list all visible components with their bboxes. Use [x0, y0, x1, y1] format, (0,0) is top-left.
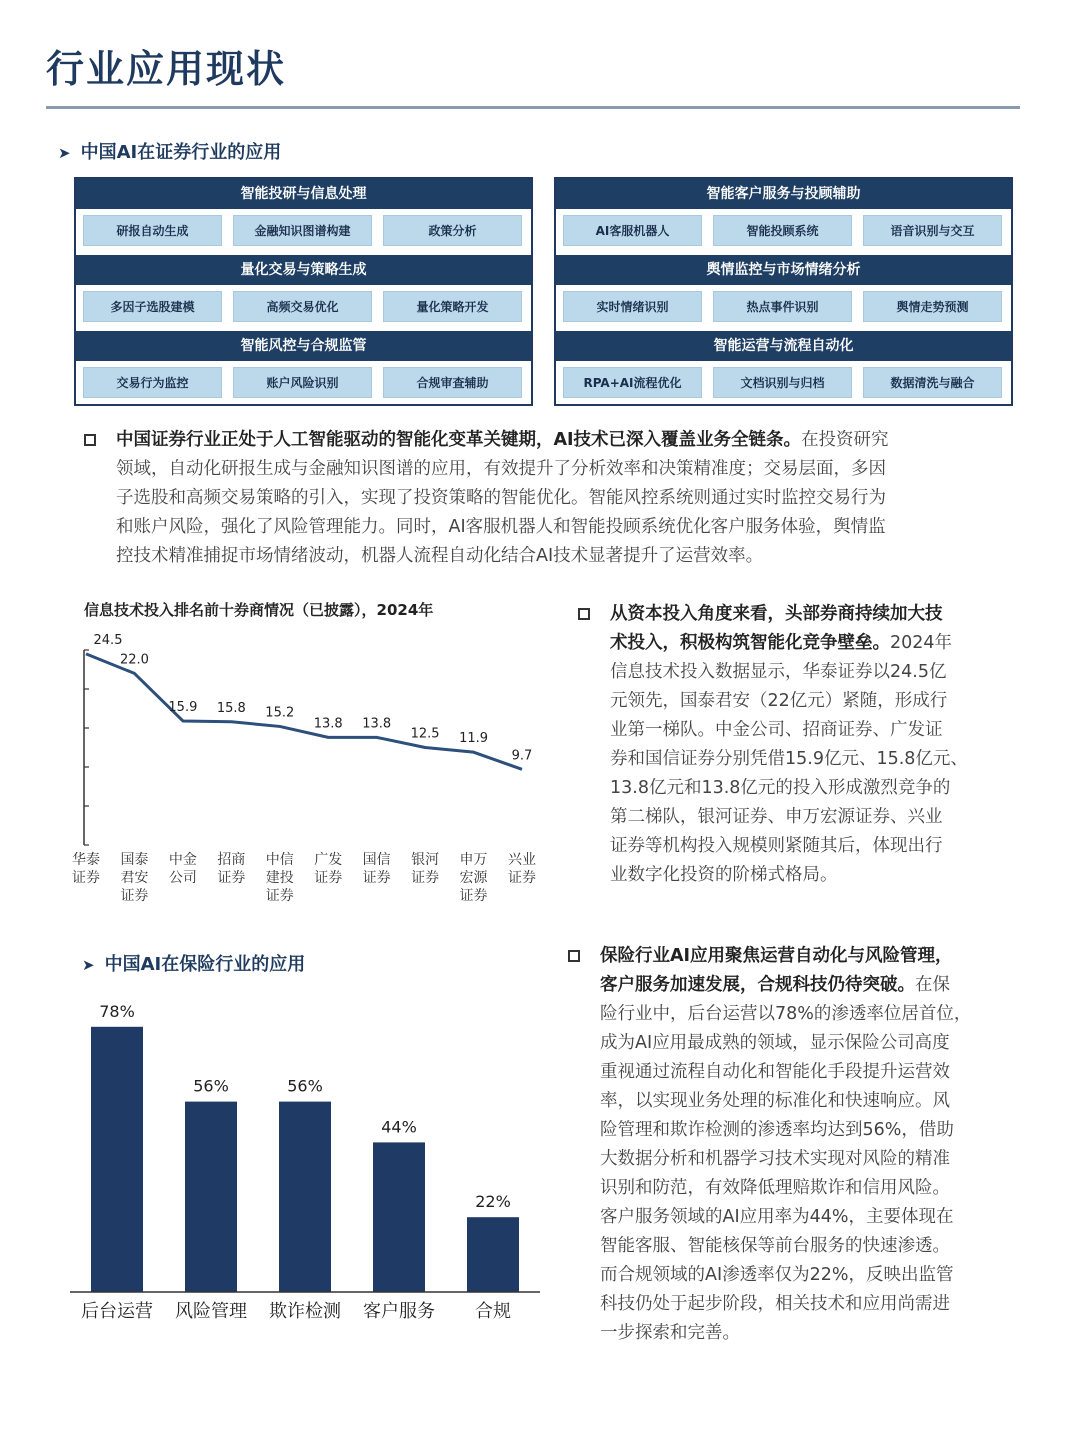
line-chart-category-label: 兴业: [508, 852, 536, 868]
module-item: 账户风险识别: [233, 367, 372, 398]
line-chart-category-label: 宏源: [459, 870, 488, 886]
bar-value-label: 78%: [99, 1001, 135, 1021]
summary-line-3: 和账户风险，强化了风险管理能力。同时，AI客服机器人和智能投顾系统优化客户服务体验，舆情监: [116, 517, 886, 537]
module-item: 语音识别与交互: [863, 215, 1002, 246]
line-chart-category-label: 证券: [362, 870, 391, 886]
module-item: 研报自动生成: [83, 215, 222, 246]
checkbox-bullet-icon: [568, 950, 580, 962]
line-chart-data-label: 15.2: [265, 705, 295, 721]
line-chart-category-label: 君安: [120, 870, 149, 886]
bar-value-label: 56%: [287, 1076, 323, 1096]
module-item: 金融知识图谱构建: [233, 215, 372, 246]
capital-line: 第二梯队，银河证券、申万宏源证券、兴业: [610, 807, 943, 827]
line-chart-data-label: 12.5: [410, 726, 440, 742]
securities-section-heading: [58, 138, 281, 164]
line-chart-category-label: 华泰: [72, 852, 100, 868]
insurance-line: 而合规领域的AI渗透率仅为22%，反映出监管: [600, 1265, 954, 1285]
line-chart-category-label: 银河: [411, 852, 440, 868]
capital-line: 信息技术投入数据显示，华泰证券以24.5亿: [610, 662, 947, 682]
insurance-line: 智能客服、智能核保等前台服务的快速渗透。: [600, 1236, 950, 1256]
securities-section-title: 中国AI在证券行业的应用: [80, 142, 282, 163]
line-chart-category-label: 证券: [72, 870, 100, 886]
line-chart-category-label: 证券: [459, 888, 488, 904]
checkbox-bullet-icon: [84, 434, 96, 446]
module-group-title: 量化交易与策略生成: [76, 255, 531, 285]
line-chart-data-label: 9.7: [511, 748, 533, 764]
insurance-line: 重视通过流程自动化和智能化手段提升运营效: [600, 1062, 950, 1082]
summary-line-2: 子选股和高频交易策略的引入，实现了投资策略的智能优化。智能风控系统则通过实时监控交易行为: [116, 488, 886, 508]
insurance-bold-1: 客户服务加速发展，合规科技仍待突破。: [600, 975, 915, 995]
module-item: 多因子选股建模: [83, 291, 222, 322]
insurance-line: 险行业中，后台运营以78%的渗透率位居首位，: [600, 1004, 972, 1024]
module-group-title: 舆情监控与市场情绪分析: [556, 255, 1011, 285]
module-item: RPA+AI流程优化: [563, 367, 702, 398]
insurance-paragraph: [566, 942, 1018, 1348]
insurance-line: 客户服务领域的AI应用率为44%，主要体现在: [600, 1207, 954, 1227]
summary-bold: 中国证券行业正处于人工智能驱动的智能化变革关键期，AI技术已深入覆盖业务全链条。: [116, 430, 802, 450]
insurance-line: 率，以实现业务处理的标准化和快速响应。风: [600, 1091, 950, 1111]
summary-line-0: 在投资研究: [801, 430, 889, 450]
line-chart-data-label: 15.8: [216, 700, 246, 716]
insurance-ai-penetration-bar-chart: [60, 985, 550, 1335]
line-chart-category-label: 建投: [265, 870, 294, 886]
line-chart-data-label: 15.9: [168, 699, 198, 715]
bar-category-label: 后台运营: [81, 1301, 153, 1322]
module-item: AI客服机器人: [563, 215, 702, 246]
line-chart-category-label: 证券: [411, 870, 440, 886]
module-item: 高频交易优化: [233, 291, 372, 322]
bar-category-label: 合规: [475, 1301, 511, 1322]
it-investment-line-chart: [60, 595, 550, 915]
insurance-section-title: 中国AI在保险行业的应用: [104, 954, 306, 975]
module-item: 数据清洗与融合: [863, 367, 1002, 398]
line-chart-data-label: 13.8: [313, 716, 343, 732]
title-divider: [46, 106, 1020, 109]
capital-line: 业第一梯队。中金公司、招商证券、广发证: [610, 720, 943, 740]
module-item: 实时情绪识别: [563, 291, 702, 322]
module-item: 舆情走势预测: [863, 291, 1002, 322]
bar: [373, 1142, 425, 1292]
bar-value-label: 56%: [193, 1076, 229, 1096]
bar-category-label: 风险管理: [175, 1301, 247, 1322]
line-chart-category-label: 申万: [459, 852, 488, 868]
module-item: 量化策略开发: [383, 291, 522, 322]
line-chart-title: 信息技术投入排名前十券商情况（已披露），2024年: [84, 601, 434, 619]
insurance-line: 一步探索和完善。: [600, 1323, 740, 1343]
module-item: 热点事件识别: [713, 291, 852, 322]
line-chart-category-label: 公司: [168, 870, 197, 886]
module-item: 交易行为监控: [83, 367, 222, 398]
diagram-panel-left: [74, 177, 533, 406]
line-chart-category-label: 证券: [217, 870, 246, 886]
line-chart-category-label: 国信: [362, 852, 391, 868]
line-chart-data-label: 24.5: [93, 632, 123, 648]
insurance-line: 大数据分析和机器学习技术实现对风险的精准: [600, 1149, 950, 1169]
bar-category-label: 客户服务: [363, 1301, 435, 1322]
insurance-tail-first: 在保: [915, 975, 950, 995]
capital-line: 13.8亿元和13.8亿元的投入形成激烈竞争的: [610, 778, 951, 798]
capital-line: 券和国信证券分别凭借15.9亿元、15.8亿元、: [610, 749, 968, 769]
line-chart-category-label: 中金: [168, 852, 197, 868]
line-chart-category-label: 证券: [508, 870, 536, 886]
capital-line: 元领先，国泰君安（22亿元）紧随，形成行: [610, 691, 948, 711]
line-chart-category-label: 证券: [265, 888, 294, 904]
line-chart-category-label: 证券: [120, 888, 149, 904]
insurance-line: 险管理和欺诈检测的渗透率均达到56%，借助: [600, 1120, 954, 1140]
insurance-line: 识别和防范，有效降低理赔欺诈和信用风险。: [600, 1178, 950, 1198]
bar: [185, 1102, 237, 1292]
chevron-right-icon: ➤: [82, 956, 95, 974]
page-title: 行业应用现状: [46, 47, 287, 91]
insurance-bold-0: 保险行业AI应用聚焦运营自动化与风险管理，: [600, 946, 953, 966]
module-item: 政策分析: [383, 215, 522, 246]
line-chart-category-label: 国泰: [120, 852, 149, 868]
line-chart-data-label: 22.0: [119, 652, 149, 668]
line-chart-series: [86, 654, 522, 769]
bar: [279, 1102, 331, 1292]
capital-line: 业数字化投资的阶梯式格局。: [610, 865, 838, 885]
checkbox-bullet-icon: [578, 608, 590, 620]
capital-paragraph: [576, 600, 1016, 890]
capital-bold-1: 术投入，积极构筑智能化竞争壁垒。: [610, 633, 890, 653]
bar-value-label: 44%: [381, 1117, 417, 1137]
bar-value-label: 22%: [475, 1192, 511, 1212]
chevron-right-icon: ➤: [58, 144, 71, 162]
bar: [91, 1027, 143, 1292]
insurance-line: 科技仍处于起步阶段，相关技术和应用尚需进: [600, 1294, 950, 1314]
bar: [467, 1217, 519, 1292]
summary-line-1: 领域，自动化研报生成与金融知识图谱的应用，有效提升了分析效率和决策精准度；交易层面，多因: [116, 459, 886, 479]
module-item: 智能投顾系统: [713, 215, 852, 246]
capital-tail-first: 2024年: [890, 633, 953, 653]
diagram-panel-right: [554, 177, 1013, 406]
module-item: 文档识别与归档: [713, 367, 852, 398]
line-chart-category-label: 招商: [217, 852, 246, 868]
line-chart-data-label: 13.8: [362, 716, 392, 732]
securities-summary: [84, 426, 1014, 571]
module-group-title: 智能运营与流程自动化: [556, 331, 1011, 361]
module-group-title: 智能客户服务与投顾辅助: [556, 179, 1011, 209]
insurance-line: 成为AI应用最成熟的领域，显示保险公司高度: [600, 1033, 950, 1053]
bar-category-label: 欺诈检测: [269, 1301, 341, 1322]
module-item: 合规审查辅助: [383, 367, 522, 398]
module-group-title: 智能风控与合规监管: [76, 331, 531, 361]
insurance-section-heading: [82, 950, 305, 976]
line-chart-category-label: 广发: [314, 852, 343, 868]
summary-line-4: 控技术精准捕捉市场情绪波动，机器人流程自动化结合AI技术显著提升了运营效率。: [116, 546, 764, 566]
line-chart-category-label: 证券: [314, 870, 343, 886]
line-chart-category-label: 中信: [265, 852, 294, 868]
line-chart-data-label: 11.9: [459, 731, 489, 747]
capital-bold-0: 从资本投入角度来看，头部券商持续加大技: [610, 604, 943, 624]
module-group-title: 智能投研与信息处理: [76, 179, 531, 209]
capital-line: 证券等机构投入规模则紧随其后，体现出行: [610, 836, 943, 856]
